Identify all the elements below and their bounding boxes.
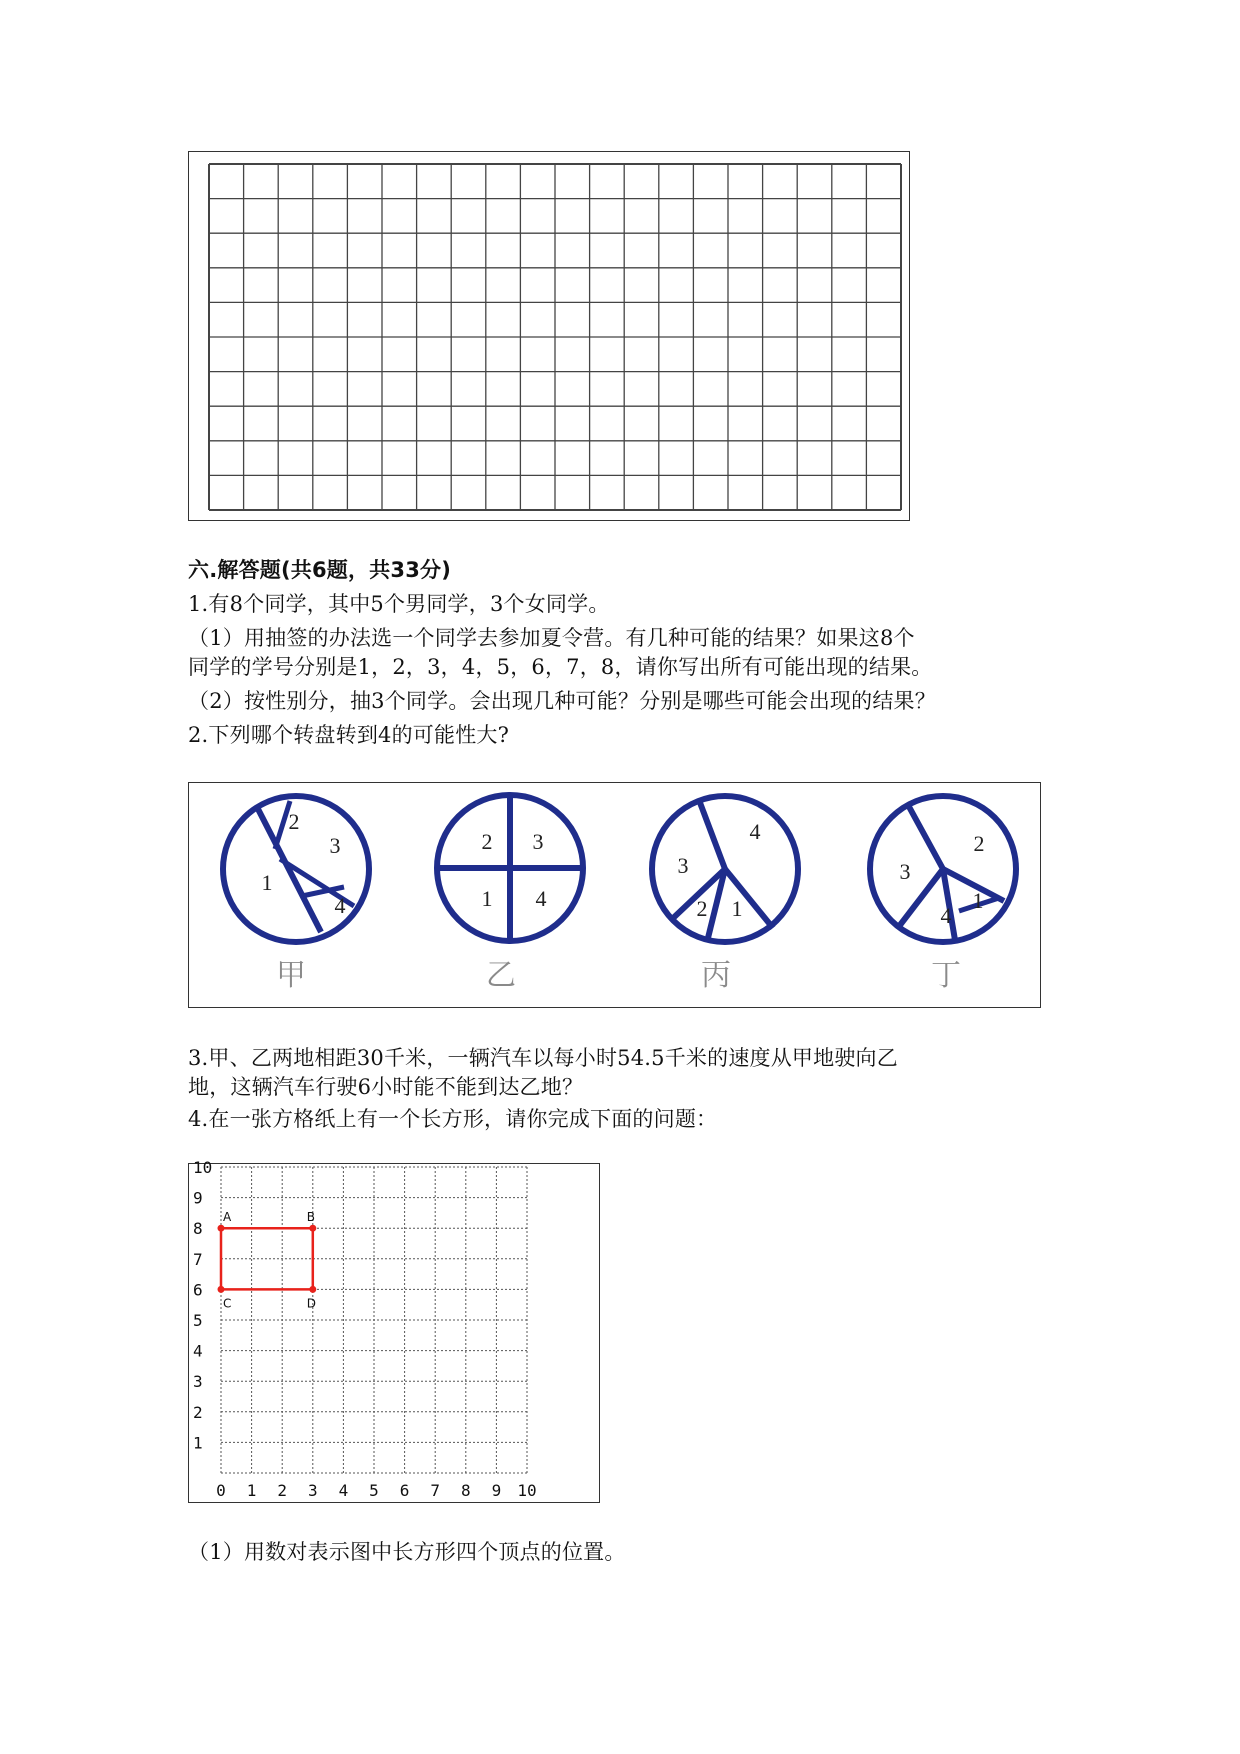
spinner-bing-label-4: 4 xyxy=(749,819,761,844)
question-1: 1.有8个同学，其中5个男同学，3个女同学。 xyxy=(188,592,610,616)
y-tick-label: 5 xyxy=(193,1311,203,1330)
spinner-jia-label-1: 1 xyxy=(261,870,273,895)
question-1-part-1-cont: 同学的学号分别是1，2，3，4，5，6，7，8，请你写出所有可能出现的结果。 xyxy=(188,655,933,679)
spinner-jia xyxy=(223,796,369,993)
y-tick-label: 2 xyxy=(193,1402,203,1422)
spinner-jia-label-3: 3 xyxy=(329,833,341,858)
y-tick-label: 10 xyxy=(193,1158,213,1177)
spinner-yi-label-2: 2 xyxy=(481,829,493,854)
vertex-label-c: C xyxy=(223,1296,232,1311)
spinner-bing-name: 丙 xyxy=(701,958,731,993)
spinner-ding xyxy=(870,796,1016,993)
spinner-bing-label-3: 3 xyxy=(677,853,689,878)
writing-grid xyxy=(189,152,911,522)
spinner-bing xyxy=(652,796,798,993)
spinner-ding-label-2: 2 xyxy=(973,831,985,856)
x-tick-label: 0 xyxy=(216,1481,226,1500)
spinner-ding-label-4: 4 xyxy=(940,903,952,928)
coordinate-grid xyxy=(189,1158,601,1504)
x-tick-label: 3 xyxy=(307,1481,318,1500)
spinners-svg xyxy=(189,783,1042,1009)
vertex-label-b: B xyxy=(306,1210,316,1225)
question-4-part-1: （1）用数对表示图中长方形四个顶点的位置。 xyxy=(188,1540,626,1564)
spinner-yi-label-4: 4 xyxy=(535,886,547,911)
spinner-jia-label-2: 2 xyxy=(288,809,300,834)
vertex-point-d xyxy=(309,1286,316,1293)
y-tick-label: 7 xyxy=(193,1249,203,1269)
x-tick-label: 8 xyxy=(460,1481,471,1500)
y-tick-label: 8 xyxy=(193,1219,203,1239)
question-3-cont: 地，这辆汽车行驶6小时能不能到达乙地？ xyxy=(188,1075,584,1099)
spinner-bing-label-1: 1 xyxy=(731,896,743,921)
question-1-part-2: （2）按性别分，抽3个同学。会出现几种可能？分别是哪些可能会出现的结果？ xyxy=(188,689,936,713)
x-tick-label: 7 xyxy=(430,1481,441,1500)
spinner-yi xyxy=(437,795,583,993)
x-tick-label: 6 xyxy=(399,1481,410,1500)
spinner-bing-label-2: 2 xyxy=(696,896,708,921)
vertex-point-a xyxy=(218,1225,225,1232)
spinner-yi-label-1: 1 xyxy=(481,886,493,911)
spinner-ding-label-3: 3 xyxy=(899,859,911,884)
vertex-label-a: A xyxy=(223,1210,232,1225)
coordinate-grid-frame xyxy=(188,1158,600,1503)
question-2: 2.下列哪个转盘转到4的可能性大? xyxy=(188,723,510,747)
spinner-jia-name: 甲 xyxy=(276,958,306,993)
x-tick-label: 4 xyxy=(338,1481,349,1500)
y-tick-label: 1 xyxy=(193,1433,203,1453)
question-1-part-1: （1）用抽签的办法选一个同学去参加夏令营。有几种可能的结果？如果这8个 xyxy=(188,626,915,650)
spinners-figure xyxy=(188,782,1041,1008)
section-heading: 六.解答题(共6题，共33分) xyxy=(188,558,452,582)
x-tick-label: 9 xyxy=(491,1481,502,1500)
y-tick-label: 6 xyxy=(193,1280,203,1300)
spinner-yi-label-3: 3 xyxy=(532,829,544,854)
y-tick-label: 9 xyxy=(193,1188,203,1208)
spinner-yi-name: 乙 xyxy=(486,958,516,993)
x-tick-label: 5 xyxy=(369,1481,379,1500)
vertex-point-b xyxy=(309,1225,316,1232)
spinner-ding-name: 丁 xyxy=(931,958,961,993)
spinner-jia-label-4: 4 xyxy=(334,893,346,918)
x-tick-label: 2 xyxy=(277,1481,288,1500)
vertex-label-d: D xyxy=(306,1296,317,1311)
question-3: 3.甲、乙两地相距30千米，一辆汽车以每小时54.5千米的速度从甲地驶向乙 xyxy=(188,1046,898,1070)
y-tick-label: 4 xyxy=(193,1341,203,1361)
x-tick-label: 1 xyxy=(246,1481,257,1500)
question-4: 4.在一张方格纸上有一个长方形，请你完成下面的问题： xyxy=(188,1107,718,1131)
y-tick-label: 3 xyxy=(193,1372,203,1392)
x-tick-label: 10 xyxy=(517,1481,537,1500)
writing-grid-frame xyxy=(188,151,910,521)
spinner-ding-label-1: 1 xyxy=(972,888,984,913)
vertex-point-c xyxy=(218,1286,225,1293)
